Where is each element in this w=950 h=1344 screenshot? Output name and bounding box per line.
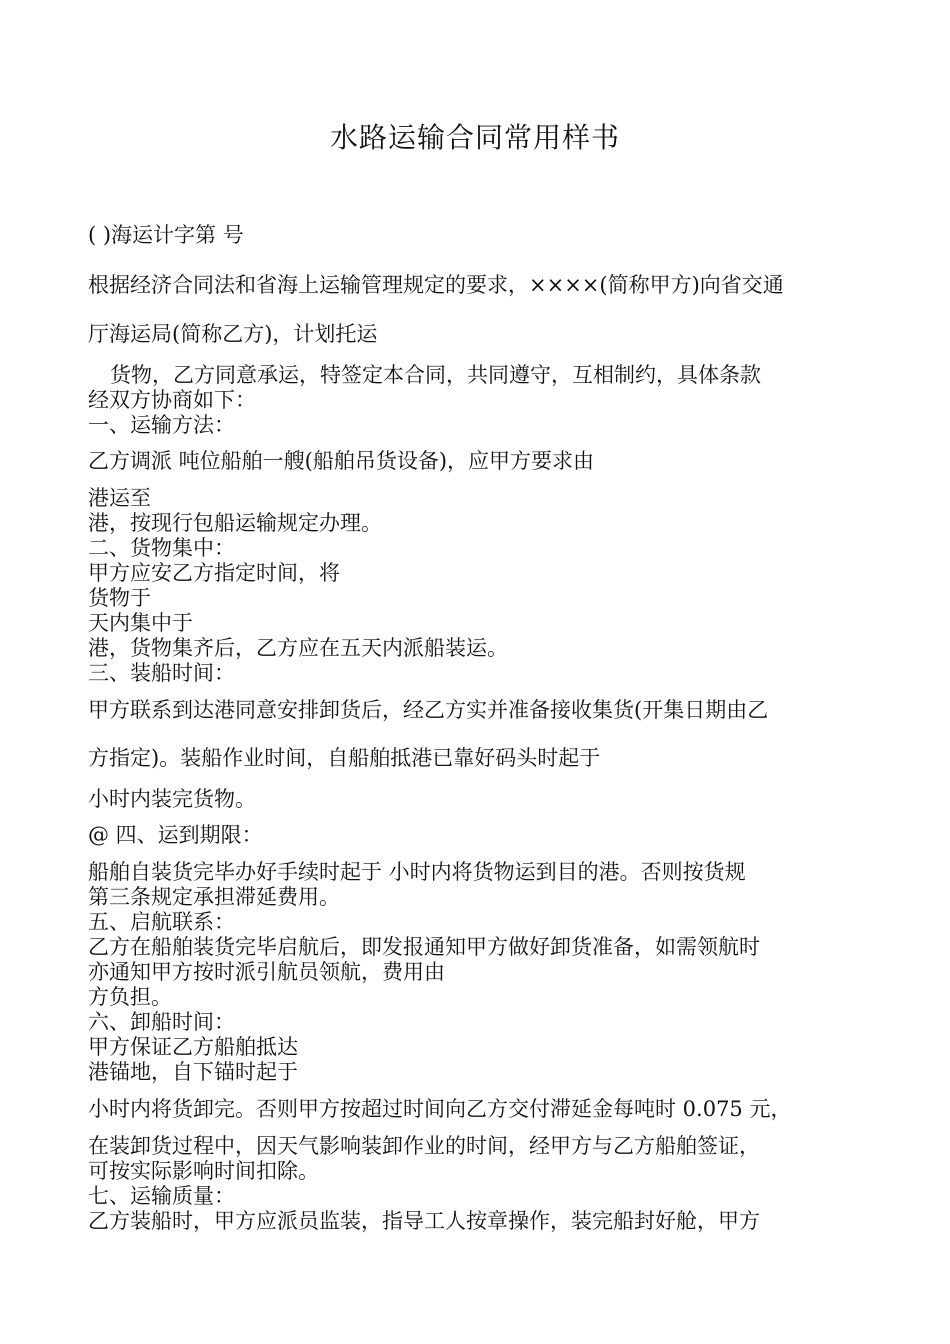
paragraph-line: 甲方联系到达港同意安排卸货后，经乙方实并准备接收集货(开集日期由乙: [88, 698, 769, 722]
paragraph-line: 港，按现行包船运输规定办理。: [88, 511, 382, 535]
page-title: 水路运输合同常用样书: [329, 121, 620, 154]
paragraph-line: 经双方协商如下：: [88, 388, 256, 412]
paragraph-line: 可按实际影响时间扣除。: [88, 1159, 319, 1183]
paragraph-line: 船舶自装货完毕办好手续时起于 小时内将货物运到目的港。否则按货规: [88, 860, 746, 884]
section-heading: 七、运输质量：: [88, 1184, 235, 1208]
paragraph-line: 厅海运局(简称乙方)，计划托运: [88, 322, 378, 346]
section-heading: 六、卸船时间：: [88, 1010, 235, 1034]
section-heading: 一、运输方法：: [88, 413, 235, 437]
paragraph-line: 天内集中于: [88, 611, 193, 635]
section-heading: 五、启航联系：: [88, 910, 235, 934]
paragraph-line: 甲方应安乙方指定时间，将: [88, 561, 340, 585]
paragraph-line: 港运至: [88, 486, 151, 510]
paragraph-line: 乙方在船舶装货完毕启航后，即发报通知甲方做好卸货准备，如需领航时: [88, 935, 760, 959]
paragraph-line: 亦通知甲方按时派引航员领航，费用由: [88, 960, 445, 984]
paragraph-line: 甲方保证乙方船舶抵达: [88, 1035, 298, 1059]
paragraph-line: 港，货物集齐后，乙方应在五天内派船装运。: [88, 636, 508, 660]
paragraph-line: 乙方装船时，甲方应派员监装，指导工人按章操作，装完船封好舱，甲方: [88, 1209, 760, 1233]
paragraph-line: 货物于: [88, 586, 151, 610]
contract-number-line: ( )海运计字第 号: [88, 223, 244, 247]
paragraph-line: 乙方调派 吨位船舶一艘(船舶吊货设备)，应甲方要求由: [88, 449, 595, 473]
paragraph-line: 方负担。: [88, 985, 172, 1009]
paragraph-line: 方指定)。装船作业时间，自船舶抵港已靠好码头时起于: [88, 746, 601, 770]
paragraph-line: 根据经济合同法和省海上运输管理规定的要求，××××(简称甲方)向省交通: [88, 273, 784, 297]
paragraph-line: 在装卸货过程中，因天气影响装卸作业的时间，经甲方与乙方船舶签证，: [88, 1134, 760, 1158]
paragraph-line: 第三条规定承担滞延费用。: [88, 885, 340, 909]
section-heading: 三、装船时间：: [88, 661, 235, 685]
paragraph-line: 港锚地，自下锚时起于: [88, 1060, 298, 1084]
paragraph-line: 货物，乙方同意承运，特签定本合同，共同遵守，互相制约，具体条款: [110, 363, 761, 387]
paragraph-line: 小时内将货卸完。否则甲方按超过时间向乙方交付滞延金每吨时 0.075 元，: [88, 1097, 792, 1121]
paragraph-line: 小时内装完货物。: [88, 787, 256, 811]
section-heading: 二、货物集中：: [88, 536, 235, 560]
section-heading: @ 四、运到期限：: [88, 823, 263, 847]
